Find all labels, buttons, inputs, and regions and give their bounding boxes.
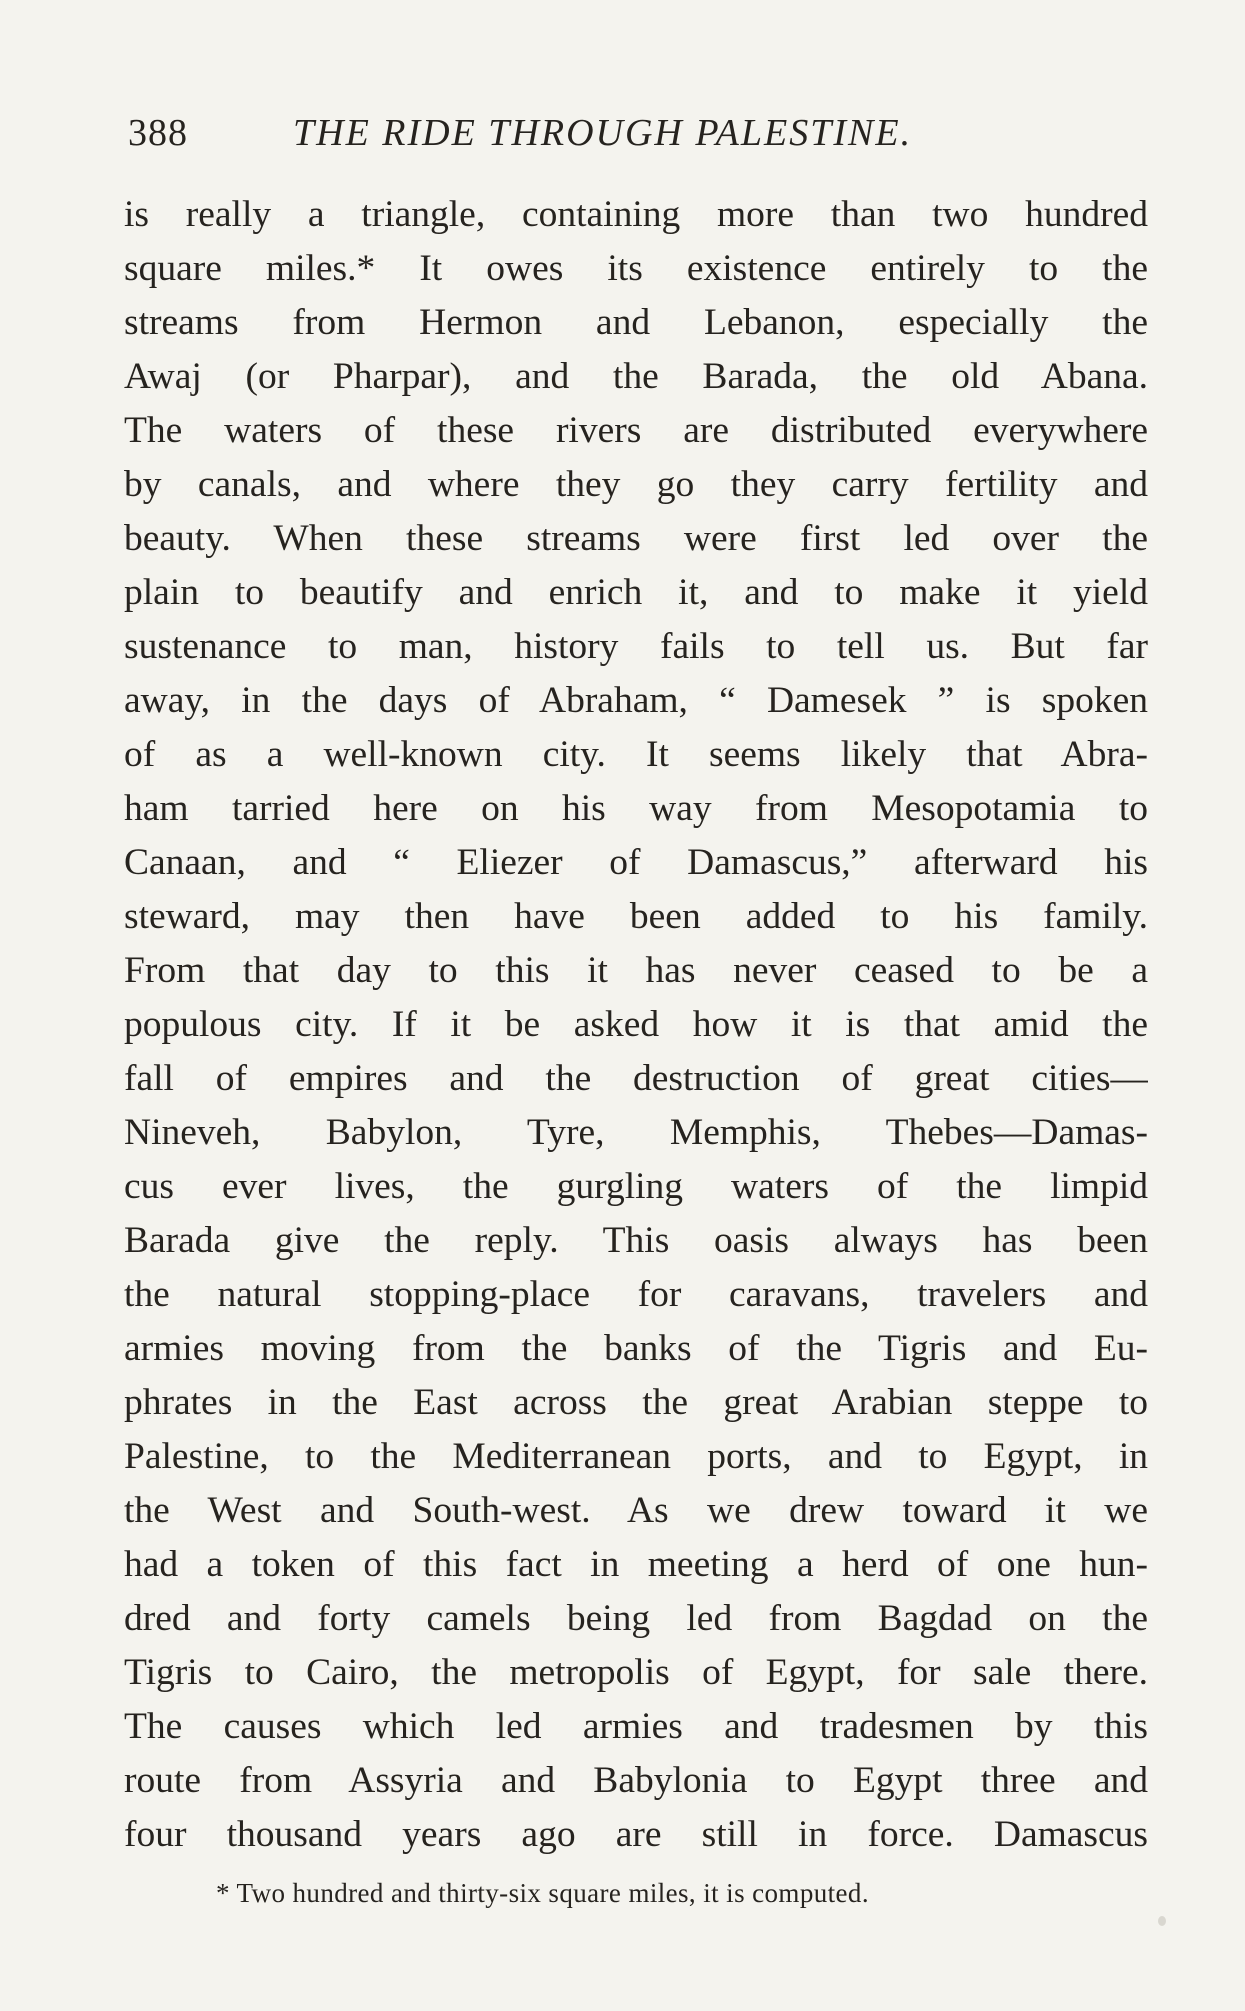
running-head — [128, 108, 1128, 158]
text-line: The waters of these rivers are distributed everywhere — [124, 410, 1148, 451]
text-line: is really a triangle, containing more than two hundred — [124, 194, 1148, 235]
text-line: steward, may then have been added to his family. — [124, 896, 1148, 937]
text-line: four thousand years ago are still in force. Damascus — [124, 1814, 1148, 1855]
text-line: Barada give the reply. This oasis always has been — [124, 1220, 1148, 1261]
page-number: 388 — [128, 112, 188, 154]
text-line: had a token of this fact in meeting a herd of one hun- — [124, 1544, 1148, 1585]
text-line: square miles.* It owes its existence entirely to the — [124, 248, 1148, 289]
text-line: Awaj (or Pharpar), and the Barada, the old Abana. — [124, 356, 1148, 397]
text-line: by canals, and where they go they carry fertility and — [124, 464, 1148, 505]
paper-speck — [1158, 1916, 1166, 1926]
text-line: cus ever lives, the gurgling waters of the limpid — [124, 1166, 1148, 1207]
text-line: streams from Hermon and Lebanon, especially the — [124, 302, 1148, 343]
text-line: dred and forty camels being led from Bagdad on the — [124, 1598, 1148, 1639]
text-line: phrates in the East across the great Arabian steppe to — [124, 1382, 1148, 1423]
body-text — [124, 188, 1148, 1862]
text-line: populous city. If it be asked how it is that amid the — [124, 1004, 1148, 1045]
text-line: the natural stopping-place for caravans, travelers and — [124, 1274, 1148, 1315]
text-line: sustenance to man, history fails to tell us. But far — [124, 626, 1148, 667]
text-line: Tigris to Cairo, the metropolis of Egypt, for sale there. — [124, 1652, 1148, 1693]
text-line: ham tarried here on his way from Mesopotamia to — [124, 788, 1148, 829]
text-line: Palestine, to the Mediterranean ports, and to Egypt, in — [124, 1436, 1148, 1477]
text-line: armies moving from the banks of the Tigris and Eu- — [124, 1328, 1148, 1369]
text-line: Nineveh, Babylon, Tyre, Memphis, Thebes—Damas- — [124, 1112, 1148, 1153]
text-line: The causes which led armies and tradesmen by this — [124, 1706, 1148, 1747]
text-line: the West and South-west. As we drew toward it we — [124, 1490, 1148, 1531]
text-line: Canaan, and “ Eliezer of Damascus,” afterward his — [124, 842, 1148, 883]
text-line: From that day to this it has never ceased to be a — [124, 950, 1148, 991]
text-line: plain to beautify and enrich it, and to make it yield — [124, 572, 1148, 613]
footnote: * Two hundred and thirty-six square miles, it is computed. — [216, 1878, 869, 1908]
running-title: THE RIDE THROUGH PALESTINE. — [293, 112, 913, 154]
text-line: beauty. When these streams were first led over the — [124, 518, 1148, 559]
text-line: away, in the days of Abraham, “ Damesek ” is spoken — [124, 680, 1148, 721]
text-line: of as a well-known city. It seems likely that Abra- — [124, 734, 1148, 775]
text-line: route from Assyria and Babylonia to Egypt three and — [124, 1760, 1148, 1801]
text-line: fall of empires and the destruction of great cities— — [124, 1058, 1148, 1099]
